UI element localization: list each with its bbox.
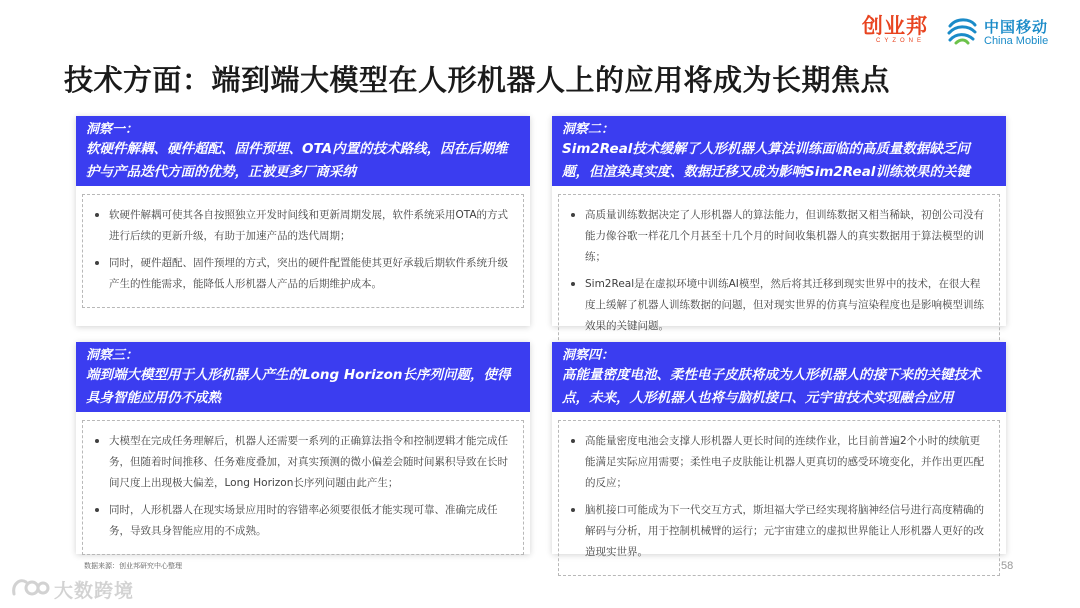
bullet-dot-icon <box>571 282 575 286</box>
insight-card-body <box>82 420 524 555</box>
bullet-item <box>95 253 511 295</box>
bullet-item <box>95 205 511 247</box>
insight-headline: 端到端大模型用于人形机器人产生的Long Horizon长序列问题，使得具身智能应用仍不成熟 <box>86 367 511 406</box>
page-title: 技术方面：端到端大模型在人形机器人上的应用将成为长期焦点 <box>64 63 891 97</box>
insight-label: 洞察三： <box>86 348 139 363</box>
bullet-dot-icon <box>95 439 99 443</box>
cyzone-logo-cn: 创业邦 <box>862 14 928 38</box>
bullet-dot-icon <box>571 213 575 217</box>
insight-card-3 <box>76 342 530 554</box>
china-mobile-logo <box>946 14 1076 48</box>
bullet-text: 大模型在完成任务理解后，机器人还需要一系列的正确算法指令和控制逻辑才能完成任务，但随着时间推移、任务难度叠加，对真实预测的微小偏差会随时间累积导致在长时间尺度上出现极大偏差，Long Horizon长序列问题由此产生； <box>109 435 508 489</box>
cyzone-logo-en: CYZONE <box>876 38 926 44</box>
bullet-text: 高质量训练数据决定了人形机器人的算法能力，但训练数据又相当稀缺，初创公司没有能力像谷歌一样花几个月甚至十几个月的时间收集机器人的真实数据用于算法模型的训练； <box>585 209 984 263</box>
insight-card-2 <box>552 116 1006 332</box>
insight-card-body <box>558 420 1000 576</box>
watermark-text: 大数跨境 <box>54 580 135 602</box>
bullet-text: Sim2Real是在虚拟环境中训练AI模型，然后将其迁移到现实世界中的技术，在很大程度上缓解了机器人训练数据的问题，但对现实世界的仿真与渲染程度也是影响模型训练效果的关键问题。 <box>585 278 984 332</box>
insight-label: 洞察一： <box>86 122 139 137</box>
insight-label: 洞察四： <box>562 348 615 363</box>
bullet-item <box>95 500 511 542</box>
bullet-dot-icon <box>95 213 99 217</box>
bullet-text: 同时，硬件超配、固件预埋的方式，突出的硬件配置能使其更好承载后期软件系统升级产生的性能需求，能降低人形机器人产品的后期维护成本。 <box>109 257 508 290</box>
bullet-dot-icon <box>95 261 99 265</box>
china-mobile-logo-cn: 中国移动 <box>984 18 1049 36</box>
bullet-text: 高能量密度电池会支撑人形机器人更长时间的连续作业，比目前普遍2个小时的续航更能满足实际应用需要；柔性电子皮肤能让机器人更真切的感受环境变化，并作出更匹配的反应； <box>585 435 984 489</box>
insight-card-body <box>82 194 524 308</box>
insight-card-header <box>552 116 1006 186</box>
bullet-item <box>571 431 987 494</box>
page-number: 58 <box>1001 560 1014 572</box>
bullet-item <box>571 274 987 337</box>
insight-card-header <box>76 342 530 412</box>
bullet-text: 脑机接口可能成为下一代交互方式，斯坦福大学已经实现将脑神经信号进行高度精确的解码与分析，用于控制机械臂的运行；元宇宙建立的虚拟世界能让人形机器人更好的改造现实世界。 <box>585 504 984 558</box>
insight-card-header <box>552 342 1006 412</box>
insight-label: 洞察二： <box>562 122 615 137</box>
data-source-note: 数据来源：创业邦研究中心整理 <box>84 562 182 570</box>
insight-card-body <box>558 194 1000 350</box>
insight-headline: Sim2Real技术缓解了人形机器人算法训练面临的高质量数据缺乏问题，但渲染真实度、数据迁移又成为影响Sim2Real训练效果的关键 <box>562 141 970 180</box>
bullet-dot-icon <box>571 508 575 512</box>
bullet-dot-icon <box>95 508 99 512</box>
watermark <box>10 574 150 604</box>
bullet-item <box>95 431 511 494</box>
insight-card-4 <box>552 342 1006 558</box>
insight-headline: 软硬件解耦、硬件超配、固件预埋、OTA内置的技术路线，因在后期维护与产品迭代方面的优势，正被更多厂商采纳 <box>86 141 508 180</box>
insight-card-header <box>76 116 530 186</box>
bullet-dot-icon <box>571 439 575 443</box>
insight-headline: 高能量密度电池、柔性电子皮肤将成为人形机器人的接下来的关键技术点，未来，人形机器人也将与脑机接口、元宇宙技术实现融合应用 <box>562 367 981 406</box>
insight-card-1 <box>76 116 530 326</box>
bullet-item <box>571 205 987 268</box>
china-mobile-logo-en: China Mobile <box>984 35 1049 47</box>
bullet-text: 同时，人形机器人在现实场景应用时的容错率必须要很低才能实现可靠、准确完成任务，导致具身智能应用的不成熟。 <box>109 504 498 537</box>
bullet-text: 软硬件解耦可使其各自按照独立开发时间线和更新周期发展，软件系统采用OTA的方式进行后续的更新升级，有助于加速产品的迭代周期； <box>109 209 509 242</box>
cyzone-logo <box>862 14 930 48</box>
bullet-item <box>571 500 987 563</box>
china-mobile-icon <box>946 16 978 46</box>
watermark-logo-icon <box>10 574 50 602</box>
